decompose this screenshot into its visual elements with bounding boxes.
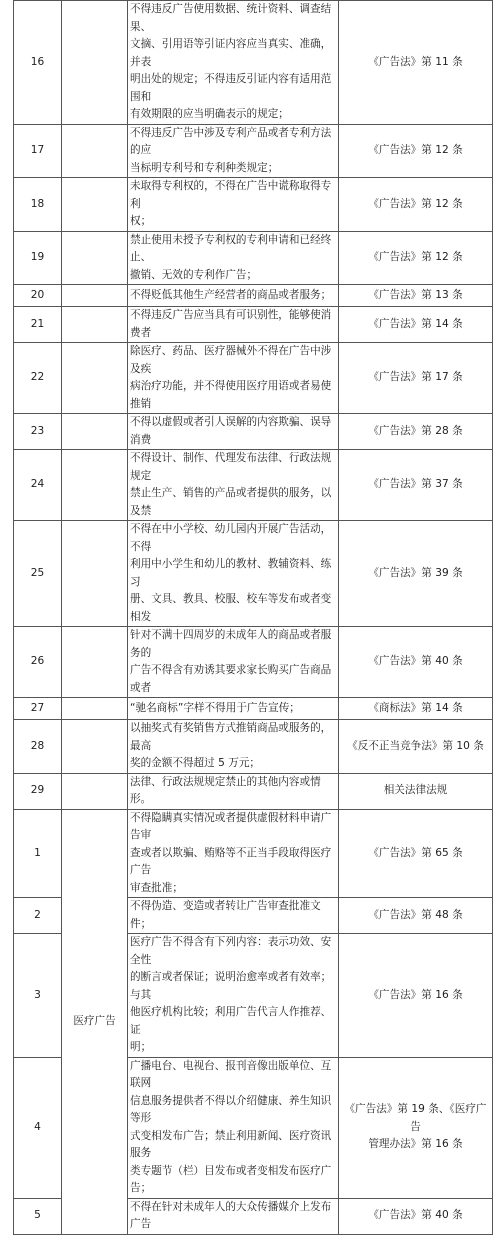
row-number bbox=[14, 720, 62, 774]
requirement-cell bbox=[128, 773, 339, 809]
row-number bbox=[14, 343, 62, 414]
row-number-text: 29 bbox=[30, 784, 45, 797]
row-number bbox=[14, 1, 62, 125]
row-number bbox=[14, 178, 62, 232]
table-row bbox=[14, 720, 493, 774]
law-reference-text: 《广告法》第 19 条、《医疗广告 管理办法》第 16 条 bbox=[344, 1103, 487, 1151]
table-row bbox=[14, 450, 493, 521]
requirement-cell-text: 以抽奖式有奖销售方式推销商品或服务的，最高 奖的金额不得超过 5 万元； bbox=[130, 722, 332, 769]
table-row bbox=[14, 343, 493, 414]
row-number bbox=[14, 627, 62, 698]
requirement-cell-text: 医疗广告不得含有下列内容：表示功效、安全性 的断言或者保证；说明治愈率或者有效率；与其 他医疗机构比较；利用广告代言人作推荐、证 明； bbox=[130, 936, 332, 1053]
requirement-cell-text: 不得违反广告应当具有可识别性，能够使消费者 bbox=[130, 309, 332, 339]
row-number bbox=[14, 698, 62, 720]
requirement-cell-text: 不得贬低其他生产经营者的商品或者服务； bbox=[130, 288, 332, 301]
table-row bbox=[14, 124, 493, 178]
law-reference bbox=[339, 934, 493, 1058]
requirement-cell bbox=[128, 178, 339, 232]
requirement-cell bbox=[128, 1057, 339, 1198]
requirement-cell-text: 不得隐瞒真实情况或者提供虚假材料申请广告审 查或者以欺骗、贿赂等不正当手段取得医疗广告 审查批准； bbox=[130, 811, 332, 894]
requirement-cell-text: 法律、行政法规规定禁止的其他内容或情形。 bbox=[130, 775, 321, 805]
row-number-text: 28 bbox=[30, 739, 45, 752]
row-number bbox=[14, 809, 62, 898]
law-reference bbox=[339, 414, 493, 450]
category-cell bbox=[62, 720, 128, 774]
category-cell bbox=[62, 521, 128, 627]
law-reference bbox=[339, 231, 493, 285]
row-number-text: 23 bbox=[30, 424, 45, 437]
requirement-cell bbox=[128, 343, 339, 414]
row-number bbox=[14, 1057, 62, 1198]
row-number bbox=[14, 450, 62, 521]
requirement-cell-text: 不得以虚假或者引人误解的内容欺骗、误导消费 bbox=[130, 416, 332, 446]
law-reference bbox=[339, 773, 493, 809]
requirement-cell-text: 除医疗、药品、医疗器械外不得在广告中涉及疾 病治疗功能，并不得使用医疗用语或者易使推销 bbox=[130, 345, 332, 410]
law-reference-text: 《广告法》第 11 条 bbox=[368, 55, 463, 68]
law-reference-text: 《广告法》第 40 条 bbox=[368, 655, 463, 668]
table-row bbox=[14, 1, 493, 125]
row-number-text: 22 bbox=[30, 371, 45, 384]
law-reference-text: 《广告法》第 65 条 bbox=[368, 846, 463, 859]
category-cell bbox=[62, 231, 128, 285]
requirement-cell-text: 不得违反广告使用数据、统计资料、调查结果、 文摘、引用语等引证内容应当真实、准确，并表 明出处的规定；不得违反引证内容有适用范围和 有效期限的应当明确表示的规定； bbox=[130, 3, 332, 120]
law-reference-text: 相关法律法规 bbox=[383, 784, 448, 797]
table-row bbox=[14, 627, 493, 698]
law-reference bbox=[339, 450, 493, 521]
table-row bbox=[14, 809, 493, 898]
row-number-text: 24 bbox=[30, 478, 45, 491]
category-cell bbox=[62, 414, 128, 450]
law-reference bbox=[339, 521, 493, 627]
table-row bbox=[14, 178, 493, 232]
table-row bbox=[14, 521, 493, 627]
requirement-cell-text: 不得设计、制作、代理发布法律、行政法规规定 禁止生产、销售的产品或者提供的服务，以及禁 bbox=[130, 452, 332, 517]
law-reference bbox=[339, 720, 493, 774]
category-cell bbox=[62, 450, 128, 521]
requirement-cell bbox=[128, 627, 339, 698]
row-number-text: 26 bbox=[30, 655, 45, 668]
row-number bbox=[14, 934, 62, 1058]
row-number bbox=[14, 1198, 62, 1234]
requirement-cell-text: 不得在针对未成年人的大众传播媒介上发布广告 bbox=[130, 1200, 332, 1230]
requirement-cell bbox=[128, 1198, 339, 1234]
row-number bbox=[14, 307, 62, 343]
law-reference-text: 《广告法》第 39 条 bbox=[368, 566, 463, 579]
law-reference-text: 《反不正当竞争法》第 10 条 bbox=[347, 739, 484, 752]
table-row bbox=[14, 414, 493, 450]
row-number-text: 5 bbox=[34, 1209, 41, 1222]
law-reference bbox=[339, 343, 493, 414]
law-reference-text: 《广告法》第 14 条 bbox=[368, 317, 463, 330]
requirement-cell-text: 广播电台、电视台、报刊音像出版单位、互联网 信息服务提供者不得以介绍健康、养生知识等形 式变相发布广告；禁止利用新闻、医疗资讯服务 类专题节（栏）目发布或者变相发布医疗广告； bbox=[130, 1059, 332, 1194]
row-number-text: 2 bbox=[34, 908, 41, 921]
category-cell bbox=[62, 124, 128, 178]
law-reference-text: 《广告法》第 37 条 bbox=[368, 478, 463, 491]
requirement-cell-text: 未取得专利权的，不得在广告中谎称取得专利 权； bbox=[130, 180, 332, 227]
requirement-cell-text: 禁止使用未授予专利权的专利申请和已经终止、 撤销、无效的专利作广告； bbox=[130, 233, 332, 281]
row-number bbox=[14, 124, 62, 178]
requirement-cell bbox=[128, 414, 339, 450]
law-reference bbox=[339, 898, 493, 934]
requirement-cell bbox=[128, 809, 339, 898]
category-cell bbox=[62, 698, 128, 720]
category-cell bbox=[62, 307, 128, 343]
requirement-cell bbox=[128, 698, 339, 720]
requirement-cell bbox=[128, 231, 339, 285]
law-reference bbox=[339, 1057, 493, 1198]
law-reference-text: 《广告法》第 13 条 bbox=[368, 288, 463, 301]
row-number-text: 25 bbox=[30, 566, 45, 579]
row-number-text: 17 bbox=[30, 144, 45, 156]
category-cell bbox=[62, 285, 128, 307]
category-medical-ads bbox=[62, 809, 128, 1234]
row-number-text: 19 bbox=[30, 251, 45, 263]
law-reference bbox=[339, 178, 493, 232]
row-number-text: 3 bbox=[34, 988, 41, 1001]
law-reference bbox=[339, 285, 493, 307]
law-reference-text: 《广告法》第 28 条 bbox=[368, 424, 463, 437]
law-reference bbox=[339, 698, 493, 720]
row-number-text: 18 bbox=[30, 197, 45, 210]
table-row bbox=[14, 285, 493, 307]
law-reference bbox=[339, 1198, 493, 1234]
law-reference bbox=[339, 1, 493, 125]
requirement-cell bbox=[128, 898, 339, 934]
law-reference bbox=[339, 809, 493, 898]
requirement-cell-text: 不得在中小学校、幼儿园内开展广告活动，不得 利用中小学生和幼儿的教材、教辅资料、练习 册、文具、教具、校服、校车等发布或者变相发 bbox=[130, 523, 332, 623]
table-row bbox=[14, 231, 493, 285]
category-cell bbox=[62, 627, 128, 698]
row-number-text: 16 bbox=[30, 55, 45, 68]
requirement-cell bbox=[128, 720, 339, 774]
requirement-cell-text: 不得伪造、变造或者转让广告审查批准文件； bbox=[130, 900, 321, 930]
row-number bbox=[14, 414, 62, 450]
requirement-cell-text: 不得违反广告中涉及专利产品或者专利方法的应 当标明专利号和专利种类规定； bbox=[130, 126, 332, 174]
row-number bbox=[14, 773, 62, 809]
requirement-cell bbox=[128, 521, 339, 627]
table-row bbox=[14, 307, 493, 343]
row-number bbox=[14, 521, 62, 627]
law-reference-text: 《广告法》第 12 条 bbox=[368, 251, 463, 263]
law-reference bbox=[339, 307, 493, 343]
law-reference-text: 《广告法》第 17 条 bbox=[368, 371, 463, 384]
requirement-cell-text: “驰名商标”字样不得用于广告宣传； bbox=[130, 701, 300, 714]
law-reference-text: 《广告法》第 12 条 bbox=[368, 197, 463, 210]
category-cell bbox=[62, 343, 128, 414]
row-number-text: 27 bbox=[30, 701, 45, 714]
requirement-cell bbox=[128, 934, 339, 1058]
requirement-cell bbox=[128, 307, 339, 343]
row-number bbox=[14, 898, 62, 934]
law-reference-text: 《广告法》第 40 条 bbox=[368, 1209, 463, 1222]
law-reference-text: 《广告法》第 48 条 bbox=[368, 908, 463, 921]
table-row bbox=[14, 698, 493, 720]
category-medical-ads-text: 医疗广告 bbox=[73, 1014, 116, 1027]
requirement-cell bbox=[128, 124, 339, 178]
advertising-rules-table bbox=[13, 0, 493, 1235]
row-number bbox=[14, 285, 62, 307]
row-number-text: 1 bbox=[34, 846, 41, 859]
requirement-cell-text: 针对不满十四周岁的未成年人的商品或者服务的 广告不得含有劝诱其要求家长购买广告商品或者 bbox=[130, 629, 332, 694]
requirement-cell bbox=[128, 285, 339, 307]
row-number-text: 20 bbox=[30, 288, 45, 301]
category-cell bbox=[62, 1, 128, 125]
law-reference-text: 《广告法》第 16 条 bbox=[368, 988, 463, 1001]
row-number-text: 4 bbox=[34, 1120, 41, 1133]
row-number-text: 21 bbox=[30, 317, 45, 330]
requirement-cell bbox=[128, 1, 339, 125]
requirement-cell bbox=[128, 450, 339, 521]
law-reference-text: 《商标法》第 14 条 bbox=[368, 701, 463, 714]
table-row bbox=[14, 773, 493, 809]
category-cell bbox=[62, 178, 128, 232]
law-reference-text: 《广告法》第 12 条 bbox=[368, 144, 463, 156]
category-cell bbox=[62, 773, 128, 809]
law-reference bbox=[339, 627, 493, 698]
row-number bbox=[14, 231, 62, 285]
law-reference bbox=[339, 124, 493, 178]
